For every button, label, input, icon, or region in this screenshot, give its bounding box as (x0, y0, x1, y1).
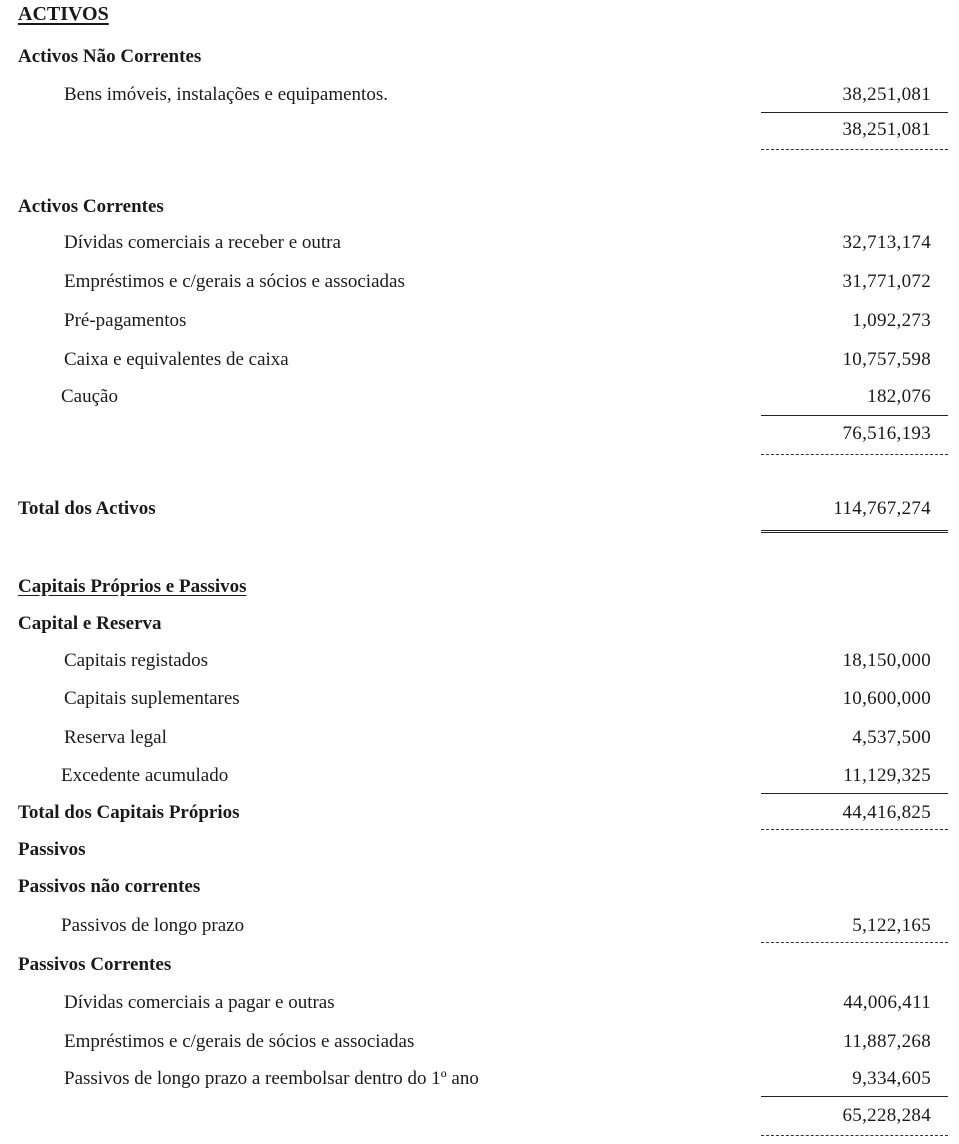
line-item (0, 726, 959, 756)
line-item-value: 18,150,000 (842, 650, 931, 671)
subtotal-rule (761, 112, 948, 113)
subtotal-rule (761, 793, 948, 794)
line-item-value: 182,076 (867, 386, 931, 407)
line-item-label: Capitais registados (64, 650, 209, 671)
line-item (0, 1067, 959, 1097)
group-heading-capital-reserva (0, 612, 959, 642)
line-item-value: 4,537,500 (852, 727, 931, 748)
subtotal-dashed-rule (761, 942, 948, 943)
group-heading: Passivos (18, 839, 86, 860)
line-item-label: Dívidas comerciais a receber e outra (64, 232, 341, 253)
line-item (0, 231, 959, 261)
subtotal-row (0, 118, 959, 148)
line-item-value: 11,887,268 (843, 1031, 931, 1052)
line-item-label: Excedente acumulado (61, 765, 229, 786)
total-row-activos (0, 497, 959, 527)
section-title-capitais-passivos (0, 575, 959, 605)
subtotal-dashed-rule (761, 149, 948, 150)
line-item-label: Capitais suplementares (64, 688, 240, 709)
group-heading-activos-correntes (0, 195, 959, 225)
group-heading-passivos (0, 838, 959, 868)
line-item-value: 9,334,605 (852, 1068, 931, 1089)
section-title: ACTIVOS (18, 3, 109, 25)
line-item-value: 10,600,000 (842, 688, 931, 709)
line-item (0, 649, 959, 679)
group-heading-activos-nao-correntes (0, 45, 959, 75)
line-item-value: 11,129,325 (843, 765, 931, 786)
subtotal-dashed-rule (761, 1135, 948, 1136)
line-item (0, 764, 959, 794)
section-title: Capitais Próprios e Passivos (18, 576, 247, 597)
group-heading-passivos-correntes (0, 953, 959, 983)
group-heading: Activos Correntes (18, 196, 164, 217)
subtotal-dashed-rule (761, 454, 948, 455)
section-title-activos (0, 2, 959, 32)
line-item (0, 270, 959, 300)
subtotal-rule (761, 415, 948, 416)
line-item (0, 991, 959, 1021)
group-heading: Passivos Correntes (18, 954, 172, 975)
subtotal-value: 65,228,284 (842, 1105, 931, 1126)
subtotal-row (0, 422, 959, 452)
line-item-label: Reserva legal (64, 727, 167, 748)
line-item-label: Empréstimos e c/gerais a sócios e associadas (64, 271, 405, 292)
line-item-label: Empréstimos e c/gerais de sócios e associadas (64, 1031, 415, 1052)
line-item (0, 385, 959, 415)
total-value: 114,767,274 (833, 498, 931, 519)
subtotal-dashed-rule (761, 829, 948, 830)
line-item-value: 38,251,081 (842, 84, 931, 105)
subtotal-rule (761, 1096, 948, 1097)
line-item-label: Pré-pagamentos (64, 310, 187, 331)
subtotal-row (0, 1104, 959, 1134)
line-item-value: 32,713,174 (842, 232, 931, 253)
line-item (0, 914, 959, 944)
line-item (0, 83, 959, 113)
line-item-label: Bens imóveis, instalações e equipamentos. (64, 84, 388, 105)
line-item-value: 31,771,072 (842, 271, 931, 292)
line-item (0, 1030, 959, 1060)
line-item-label: Passivos de longo prazo (61, 915, 245, 936)
line-item-label: Passivos de longo prazo a reembolsar dentro do 1º ano (64, 1068, 479, 1089)
line-item-value: 1,092,273 (852, 310, 931, 331)
line-item-label: Caixa e equivalentes de caixa (64, 349, 289, 370)
line-item (0, 348, 959, 378)
total-label: Total dos Activos (18, 498, 156, 519)
line-item (0, 309, 959, 339)
group-heading: Activos Não Correntes (18, 46, 202, 67)
line-item-value: 44,006,411 (843, 992, 931, 1013)
subtotal-value: 76,516,193 (842, 423, 931, 444)
line-item-value: 10,757,598 (842, 349, 931, 370)
line-item-label: Dívidas comerciais a pagar e outras (64, 992, 335, 1013)
line-item (0, 687, 959, 717)
total-double-rule (761, 530, 948, 533)
subtotal-value: 38,251,081 (842, 119, 931, 140)
line-item-value: 5,122,165 (852, 915, 931, 936)
total-row-capitais-proprios (0, 801, 959, 831)
group-heading-passivos-nao-correntes (0, 875, 959, 905)
line-item-label: Caução (61, 386, 118, 407)
total-label: Total dos Capitais Próprios (18, 802, 240, 823)
group-heading: Passivos não correntes (18, 876, 201, 897)
group-heading: Capital e Reserva (18, 613, 162, 634)
total-value: 44,416,825 (842, 802, 931, 823)
